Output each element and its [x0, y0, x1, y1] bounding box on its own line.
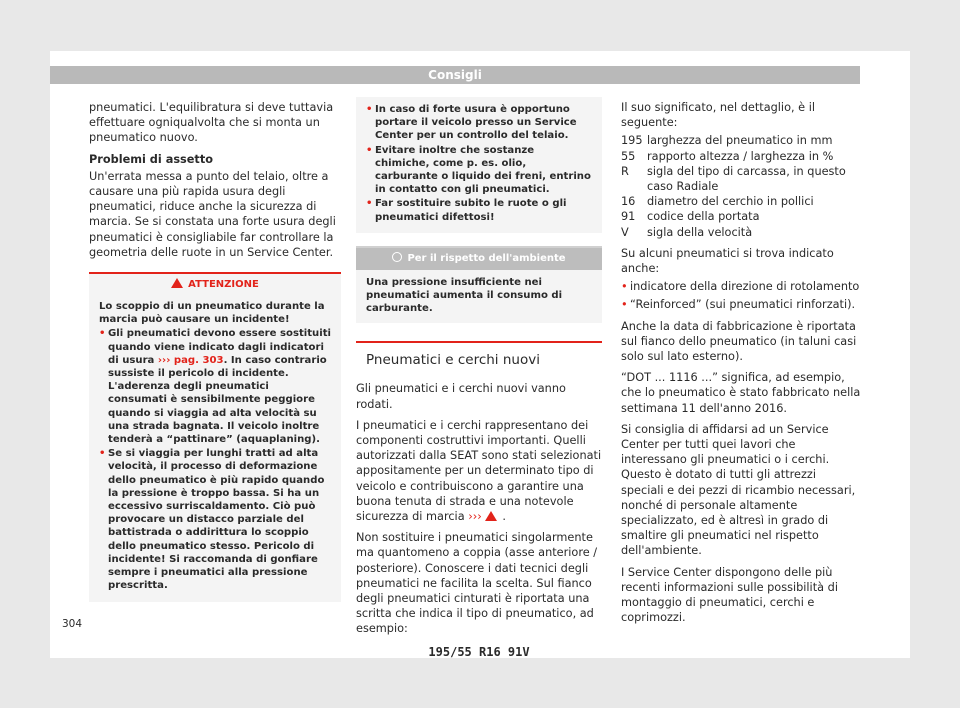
list-item: • indicatore della direzione di rotolamento [621, 279, 861, 294]
paragraph: I Service Center dispongono delle più recenti informazioni sulle possibilità di montaggio di pneumatici, cerchi e coprimozzi. [621, 565, 838, 625]
reference-link[interactable]: ››› [468, 510, 482, 524]
definition-row: 91 codice della portata [621, 210, 760, 224]
paragraph: pneumatici. L'equilibratura si deve tuttavia effettuare ogniqualvolta che si monta un pneumatico nuovo. [89, 101, 334, 145]
definition-list [621, 133, 861, 239]
paragraph: Gli pneumatici e i cerchi nuovi vanno rodati. [356, 382, 566, 411]
warning-item: • Se si viaggia per lunghi tratti ad alta velocità, il processo di deformazione dello pneumatico è più rapido quando la pressione è troppo bassa. Si ha un eccessivo surriscaldamento. Ciò può provocare un distacco parziale del battistrada o addirittura lo scoppio dello pneumatico stesso. Pericolo di incidente! Si raccomanda di gonfiare sempre i pneumatici alla pressione prescritta. [99, 447, 331, 592]
paragraph: Anche la data di fabbricazione è riportata sul fianco dello pneumatico (in taluni casi solo sul lato esterno). [621, 319, 857, 364]
paragraph: “DOT ... 1116 ...” significa, ad esempio, che lo pneumatico è stato fabbricato nella settimana 11 dell'anno 2016. [621, 371, 861, 415]
warning-icon [485, 511, 497, 521]
warning-body [89, 296, 341, 601]
environment-box [356, 246, 602, 324]
tyre-code-example: 195/55 R16 91V [428, 644, 530, 659]
column-middle [356, 97, 602, 660]
environment-text: Una pressione insufficiente nei pneumatici aumenta il consumo di carburante. [356, 270, 602, 324]
paragraph: Non sostituire i pneumatici singolarmente ma quantomeno a coppia (asse anteriore / posteriore). Conoscere i dati tecnici degli pneumatici ne facilita la scelta. Sul fianco degli pneumatici cinturati è riportata una scritta che indica il tipo di pneumatico, ad esempio: [356, 531, 598, 636]
paragraph: I pneumatici e i cerchi rappresentano dei componenti costruttivi importanti. Quelli autorizzati dalla SEAT sono stati selezionati appositamente per un determinato tipo di veicolo e contribuiscono a garantire una buona tenuta di strada e una notevole sicurezza di marcia ››› . [356, 418, 602, 524]
definition-row: 55 rapporto altezza / larghezza in % [621, 149, 834, 163]
page-number: 304 [62, 618, 83, 630]
page-header: Consigli [50, 66, 860, 84]
warning-item: • Gli pneumatici devono essere sostituiti quando viene indicato dagli indicatori di usura ››› pag. 303. In caso contrario sussiste il pericolo di incidente. L'aderenza degli pneumatici consumati è sensibilmente peggiore quando si viaggia ad alta velocità su una strada bagnata. Il veicolo inoltre tenderà a “pattinare” (aquaplaning). [99, 327, 331, 446]
warning-item: • Far sostituire subito le ruote o gli pneumatici difettosi! [366, 197, 592, 223]
section-heading: Problemi di assetto [89, 152, 213, 166]
warning-title: ATTENZIONE [89, 274, 341, 296]
warning-item: • Evitare inoltre che sostanze chimiche, come p. es. olio, carburante o liquido dei freni, entrino in contatto con gli pneumatici. [366, 144, 592, 197]
column-left [89, 100, 341, 602]
bullet-list [621, 279, 861, 312]
paragraph: Si consiglia di affidarsi ad un Service Center per tutti quei lavori che interessano gli pneumatici o i cerchi. Questo è dotato di tutti gli attrezzi speciali e dei pezzi di ricambio necessari, nonché di personale altamente specializzato, ed è altresì in grado di smaltire gli pneumatici nel rispetto dell'ambiente. [621, 422, 856, 558]
warning-intro: Lo scoppio di un pneumatico durante la marcia può causare un incidente! [99, 301, 325, 326]
paragraph: Un'errata messa a punto del telaio, oltre a causare una più rapida usura degli pneumatici, riduce anche la sicurezza di marcia. Se si constata una forte usura degli pneumatici è consigliabile far controllare la geometria delle ruote in un Service Center. [89, 169, 336, 259]
definition-row: R sigla del tipo di carcassa, in questo caso Radiale [621, 164, 846, 194]
paragraph: Su alcuni pneumatici si trova indicato anche: [621, 246, 834, 276]
definition-row: 195 larghezza del pneumatico in mm [621, 134, 833, 148]
leaf-icon [392, 252, 402, 262]
list-item: • “Reinforced” (sui pneumatici rinforzati). [621, 297, 861, 312]
warning-continuation [356, 97, 602, 233]
warning-item: • In caso di forte usura è opportuno portare il veicolo presso un Service Center per un controllo del telaio. [366, 103, 592, 143]
column-right [621, 100, 861, 632]
paragraph: Il suo significato, nel dettaglio, è il seguente: [621, 101, 815, 130]
warning-box [89, 272, 341, 601]
section-title: Pneumatici e cerchi nuovi [356, 341, 602, 369]
definition-row: V sigla della velocità [621, 225, 753, 239]
page-reference-link[interactable]: ››› pag. 303 [157, 354, 224, 366]
warning-icon [171, 278, 183, 288]
environment-title: Per il rispetto dell'ambiente [356, 248, 602, 270]
definition-row: 16 diametro del cerchio in pollici [621, 195, 814, 209]
